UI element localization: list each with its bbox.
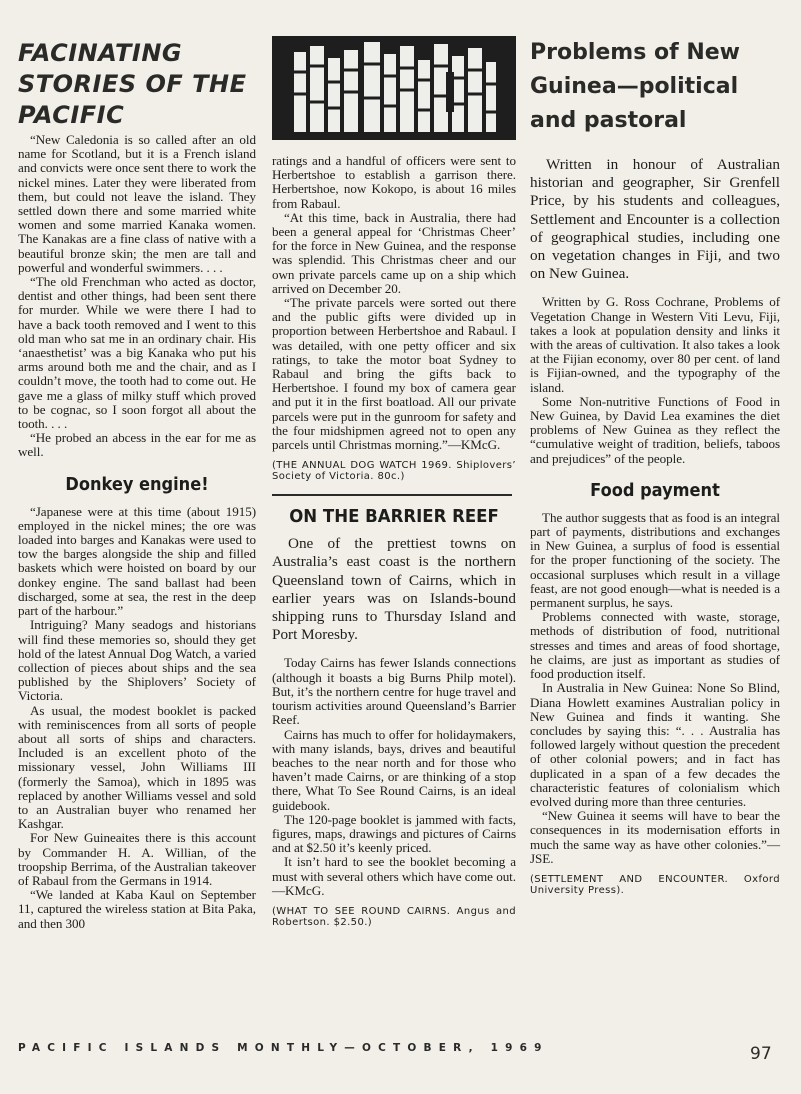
paragraph: Today Cairns has fewer Islands connections (although it boasts a big Burns Philp motel). But, it’s the northern centre for huge travel and tourism activities around Queensland’s Barrier Reef. xyxy=(272,655,516,728)
paragraph: “New Caledonia is so called after an old name for Scotland, but it is a French island and convicts were once sent there to work the nickel mines. Later they were liberated from them, but could not leave the island. They settled down there and some married white women and some married Kanaka women. The Kanakas are a fine class of native with a beautiful bronze skin; the men are tall and powerful and wonderful swimmers. . . . xyxy=(18,132,256,275)
paragraph: “He probed an abcess in the ear for me as well. xyxy=(18,430,256,460)
paragraph: “Japanese were at this time (about 1915) employed in the nickel mines; the ore was loaded into barges and Kanakas were used to tow the barges alongside the ship and filled baskets which were hoisted on board by our donkey engine. The sand ballast had been discharged, some at sea, the rest in the deep part of the harbour.” xyxy=(18,503,256,619)
paragraph: As usual, the modest booklet is packed with reminiscences from all sorts of people about all sorts of ships and characters. Included is an excellent photo of the missionary vessel, John Williams III (formerly the Samoa), which in 1895 was replaced by another Williams vessel and sold to an Australian buyer who renamed her Kashgar. xyxy=(18,702,256,832)
decorative-illustration xyxy=(272,36,516,140)
article-title-new-guinea: Problems of New Guinea—political and pastoral xyxy=(530,40,740,133)
citation-cairns: (WHAT TO SEE ROUND CAIRNS. Angus and Robertson. $2.50.) xyxy=(272,905,516,928)
subheading-food-payment: Food payment xyxy=(590,479,720,501)
paragraph: “The private parcels were sorted out there and the public gifts were divided up in proportion between Herbertshoe and Rabaul. I was detailed, with one petty officer and six ratings, to take the motor boat Sydney to Rabaul and bring the gifts back to Herbertshoe. I found my box of camera gear and put it in the first boatload. All our private parcels were put in the gunroom for safety and the four midshipmen agreed not to open any parcels until Christmas morning.”—KMcG. xyxy=(272,295,516,453)
paragraph: Intriguing? Many seadogs and historians will find these memories so, should they get hold of the latest Annual Dog Watch, a varied collection of pieces about ships and the sea published by the Shiplovers’ Society of Victoria. xyxy=(18,617,256,704)
column-right xyxy=(530,36,780,896)
paragraph: “The old Frenchman who acted as doctor, dentist and other things, had been sent there for murder. While we were there I had to have a back tooth removed and I went to this old man who sat me in an ordinary chair. His ‘anaesthetist’ was a big Kanaka who put his arms around both me and the chair, and as I couldn’t move, the tooth had to come out. He gave me a glass of milky stuff which proved to be cognac, so I soon forgot all about the tooth. . . . xyxy=(18,274,256,432)
subheading-barrier-reef: ON THE BARRIER REEF xyxy=(289,506,499,528)
lead-paragraph: Written in honour of Australian historian and geographer, Sir Grenfell Price, by his students and colleagues, Settlement and Encounter is a collection of geographical studies, including one on vegetation changes in Fiji, and two on New Guinea. xyxy=(530,156,780,283)
article-title-pacific-stories: FACINATING STORIES OF THE PACIFIC xyxy=(18,39,247,129)
paragraph: Cairns has much to offer for holidaymakers, with many islands, bays, drives and beautiful beaches to the near north and for those who haven’t made Cairns, or are thinking of a stop there, What To See Round Cairns, is an ideal guidebook. xyxy=(272,726,516,813)
running-footer: PACIFIC ISLANDS MONTHLY—OCTOBER, 1969 xyxy=(18,1042,549,1054)
paragraph: “We landed at Kaba Kaul on September 11, captured the wireless station at Bita Paka, and then 300 xyxy=(18,887,256,931)
paragraph: It isn’t hard to see the booklet becoming a must with several others which have come out.—KMcG. xyxy=(272,854,516,898)
citation-dog-watch: (THE ANNUAL DOG WATCH 1969. Shiplovers’ Society of Victoria. 80c.) xyxy=(272,460,516,483)
paragraph: “New Guinea it seems will have to bear the consequences in its modernisation efforts in much the same way as have other colonies.”—JSE. xyxy=(530,808,780,866)
divider xyxy=(272,494,512,496)
paragraph: For New Guineaites there is this account by Commander H. A. Willian, of the troopship Berrima, of the Australian takeover of Rabaul from the Germans in 1914. xyxy=(18,830,256,888)
paragraph: In Australia in New Guinea: None So Blind, Diana Howlett examines Australian policy in New Guinea and finds it wanting. She concludes by saying this: “. . . Australia has followed largely without question the precedent of other colonial powers; and in fact has duplicated in a span of a few decades the characteristic features of colonialism which evolved during more than three centuries. xyxy=(530,680,780,809)
column-middle xyxy=(272,36,516,928)
page-number: 97 xyxy=(750,1044,772,1064)
paragraph: The 120-page booklet is jammed with facts, figures, maps, drawings and pictures of Cairns and at $2.50 it’s keenly priced. xyxy=(272,811,516,856)
paragraph: “At this time, back in Australia, there had been a general appeal for ‘Christmas Cheer’ for the force in New Guinea, and the response was splendid. This Christmas cheer and our own private parcels came up on a ship which arrived on December 20. xyxy=(272,209,516,296)
citation-settlement: (SETTLEMENT AND ENCOUNTER. Oxford University Press). xyxy=(530,873,780,896)
lead-paragraph: One of the prettiest towns on Australia’s east coast is the northern Queensland town of Cairns, which in earlier years was on Islands-bound shipping runs to Thursday Island and Port Moresby. xyxy=(272,535,516,644)
paragraph: Written by G. Ross Cochrane, Problems of Vegetation Change in Western Viti Levu, Fiji, takes a look at population density and links it with the areas of cultivation. It also takes a look at the Fijian economy, over 80 per cent. of land is Fijian-owned, and the typography of the island. xyxy=(530,294,780,395)
subheading-donkey-engine: Donkey engine! xyxy=(65,473,209,495)
column-left xyxy=(18,36,256,931)
paragraph: Problems connected with waste, storage, methods of distribution of food, nutritional stresses and times and areas of food shortage, he claims, are just as important as studies of food production itself. xyxy=(530,609,780,682)
paragraph: Some Non-nutritive Functions of Food in New Guinea, by David Lea examines the diet problems of New Guinea as they reflect the “cumulative weight of tradition, beliefs, taboos and prejudices” of the people. xyxy=(530,393,780,466)
paragraph: The author suggests that as food is an integral part of payments, distributions and exchanges in New Guinea, a surplus of food is essential for the proper functioning of the society. The occasional surpluses which result in a village feast, are not good enough—what is needed is a permanent surplus, he says. xyxy=(530,509,780,611)
paragraph: ratings and a handful of officers were sent to Herbertshoe to establish a garrison there. Herbertshoe, now Kokopo, is about 16 miles from Rabaul. xyxy=(272,153,516,211)
